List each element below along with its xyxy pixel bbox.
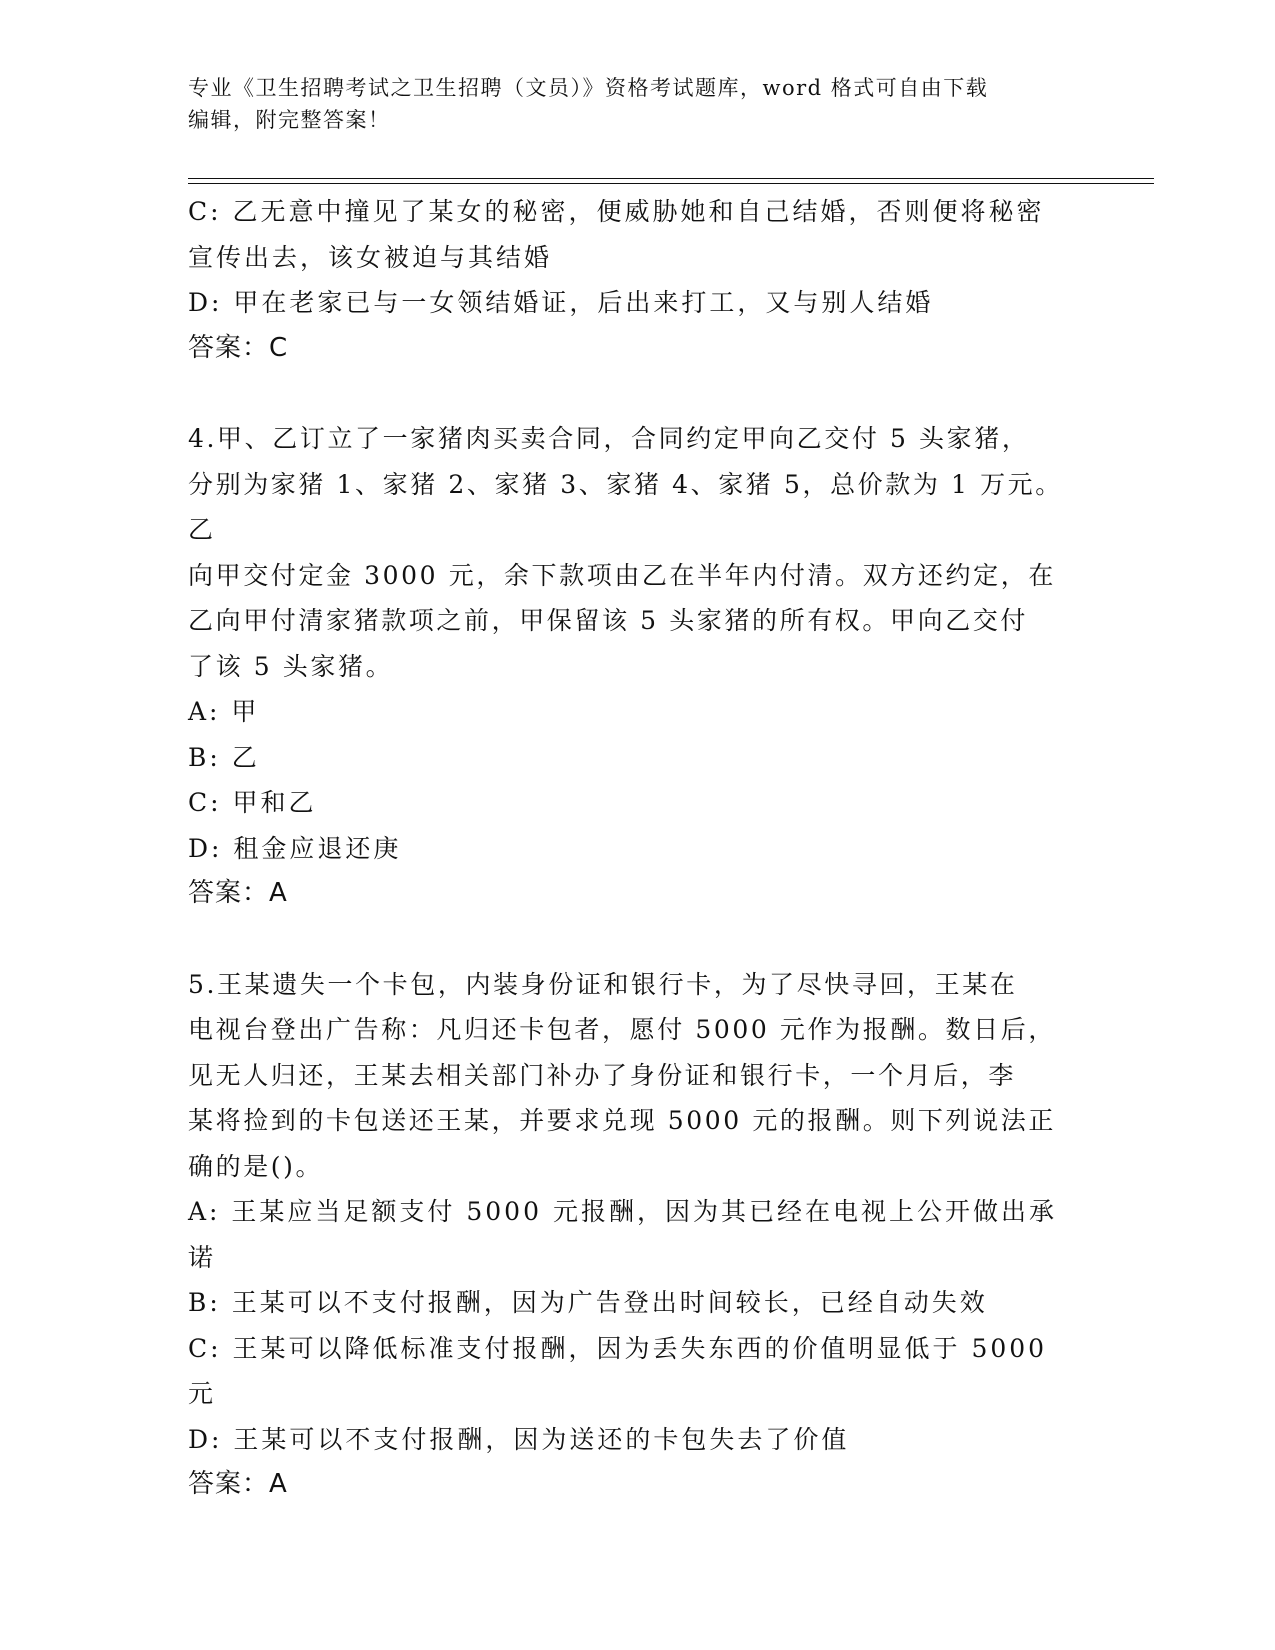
q4-stem-line-3: 向甲交付定金 3000 元，余下款项由乙在半年内付清。双方还约定，在 bbox=[188, 560, 1056, 590]
q5-option-c-line-2: 元 bbox=[188, 1379, 217, 1408]
document-body bbox=[188, 189, 1088, 1508]
header-divider-top bbox=[188, 178, 1154, 179]
q4-option-c: C: 甲和乙 bbox=[188, 788, 317, 817]
q4-stem-line-2: 分别为家猪 1、家猪 2、家猪 3、家猪 4、家猪 5，总价款为 1 万元。乙 bbox=[188, 469, 1063, 544]
q5-stem-line-1: 5.王某遗失一个卡包，内装身份证和银行卡，为了尽快寻回，王某在 bbox=[188, 969, 1018, 999]
q5-option-b: B: 王某可以不支付报酬，因为广告登出时间较长，已经自动失效 bbox=[188, 1288, 988, 1317]
q4-stem-line-1: 4.甲、乙订立了一家猪肉买卖合同，合同约定甲向乙交付 5 头家猪， bbox=[188, 424, 1030, 453]
q3-option-d: D: 甲在老家已与一女领结婚证，后出来打工，又与别人结婚 bbox=[188, 288, 934, 317]
q4-option-a: A: 甲 bbox=[188, 697, 260, 726]
q4-stem-line-4: 乙向甲付清家猪款项之前，甲保留该 5 头家猪的所有权。甲向乙交付 bbox=[188, 606, 1029, 635]
q4-option-b: B: 乙 bbox=[188, 742, 260, 772]
header-line-2: 编辑，附完整答案！ bbox=[188, 108, 391, 132]
question-5 bbox=[188, 962, 1088, 1508]
q3-answer: 答案：C bbox=[188, 332, 289, 363]
question-3-tail bbox=[188, 189, 1088, 371]
q4-answer: 答案：A bbox=[188, 878, 288, 908]
q3-option-c-line-1: C: 乙无意中撞见了某女的秘密，便威胁她和自己结婚，否则便将秘密 bbox=[188, 197, 1045, 226]
q4-option-d: D: 租金应退还庚 bbox=[188, 833, 402, 863]
q5-option-a-line-1: A: 王某应当足额支付 5000 元报酬，因为其已经在电视上公开做出承 bbox=[188, 1197, 1057, 1226]
q3-option-c-line-2: 宣传出去，该女被迫与其结婚 bbox=[188, 242, 553, 272]
q5-stem-line-2: 电视台登出广告称：凡归还卡包者，愿付 5000 元作为报酬。数日后， bbox=[188, 1015, 1056, 1044]
q5-stem-line-4: 某将捡到的卡包送还王某，并要求兑现 5000 元的报酬。则下列说法正 bbox=[188, 1106, 1056, 1135]
q5-stem-line-5: 确的是()。 bbox=[188, 1151, 324, 1181]
header-divider-bottom bbox=[188, 183, 1154, 184]
q5-option-a-line-2: 诺 bbox=[188, 1242, 217, 1272]
spacer bbox=[188, 917, 1088, 962]
q5-option-d: D: 王某可以不支付报酬，因为送还的卡包失去了价值 bbox=[188, 1424, 850, 1454]
question-4 bbox=[188, 416, 1088, 917]
spacer bbox=[188, 371, 1088, 416]
q4-stem-line-5: 了该 5 头家猪。 bbox=[188, 651, 394, 681]
header-line-1: 专业《卫生招聘考试之卫生招聘（文员）》资格考试题库，word 格式可自由下载 bbox=[188, 76, 989, 100]
q5-option-c-line-1: C: 王某可以降低标准支付报酬，因为丢失东西的价值明显低于 5000 bbox=[188, 1333, 1048, 1363]
q5-stem-line-3: 见无人归还，王某去相关部门补办了身份证和银行卡，一个月后，李 bbox=[188, 1060, 1017, 1090]
q5-answer: 答案：A bbox=[188, 1469, 288, 1499]
document-header bbox=[188, 72, 1088, 136]
